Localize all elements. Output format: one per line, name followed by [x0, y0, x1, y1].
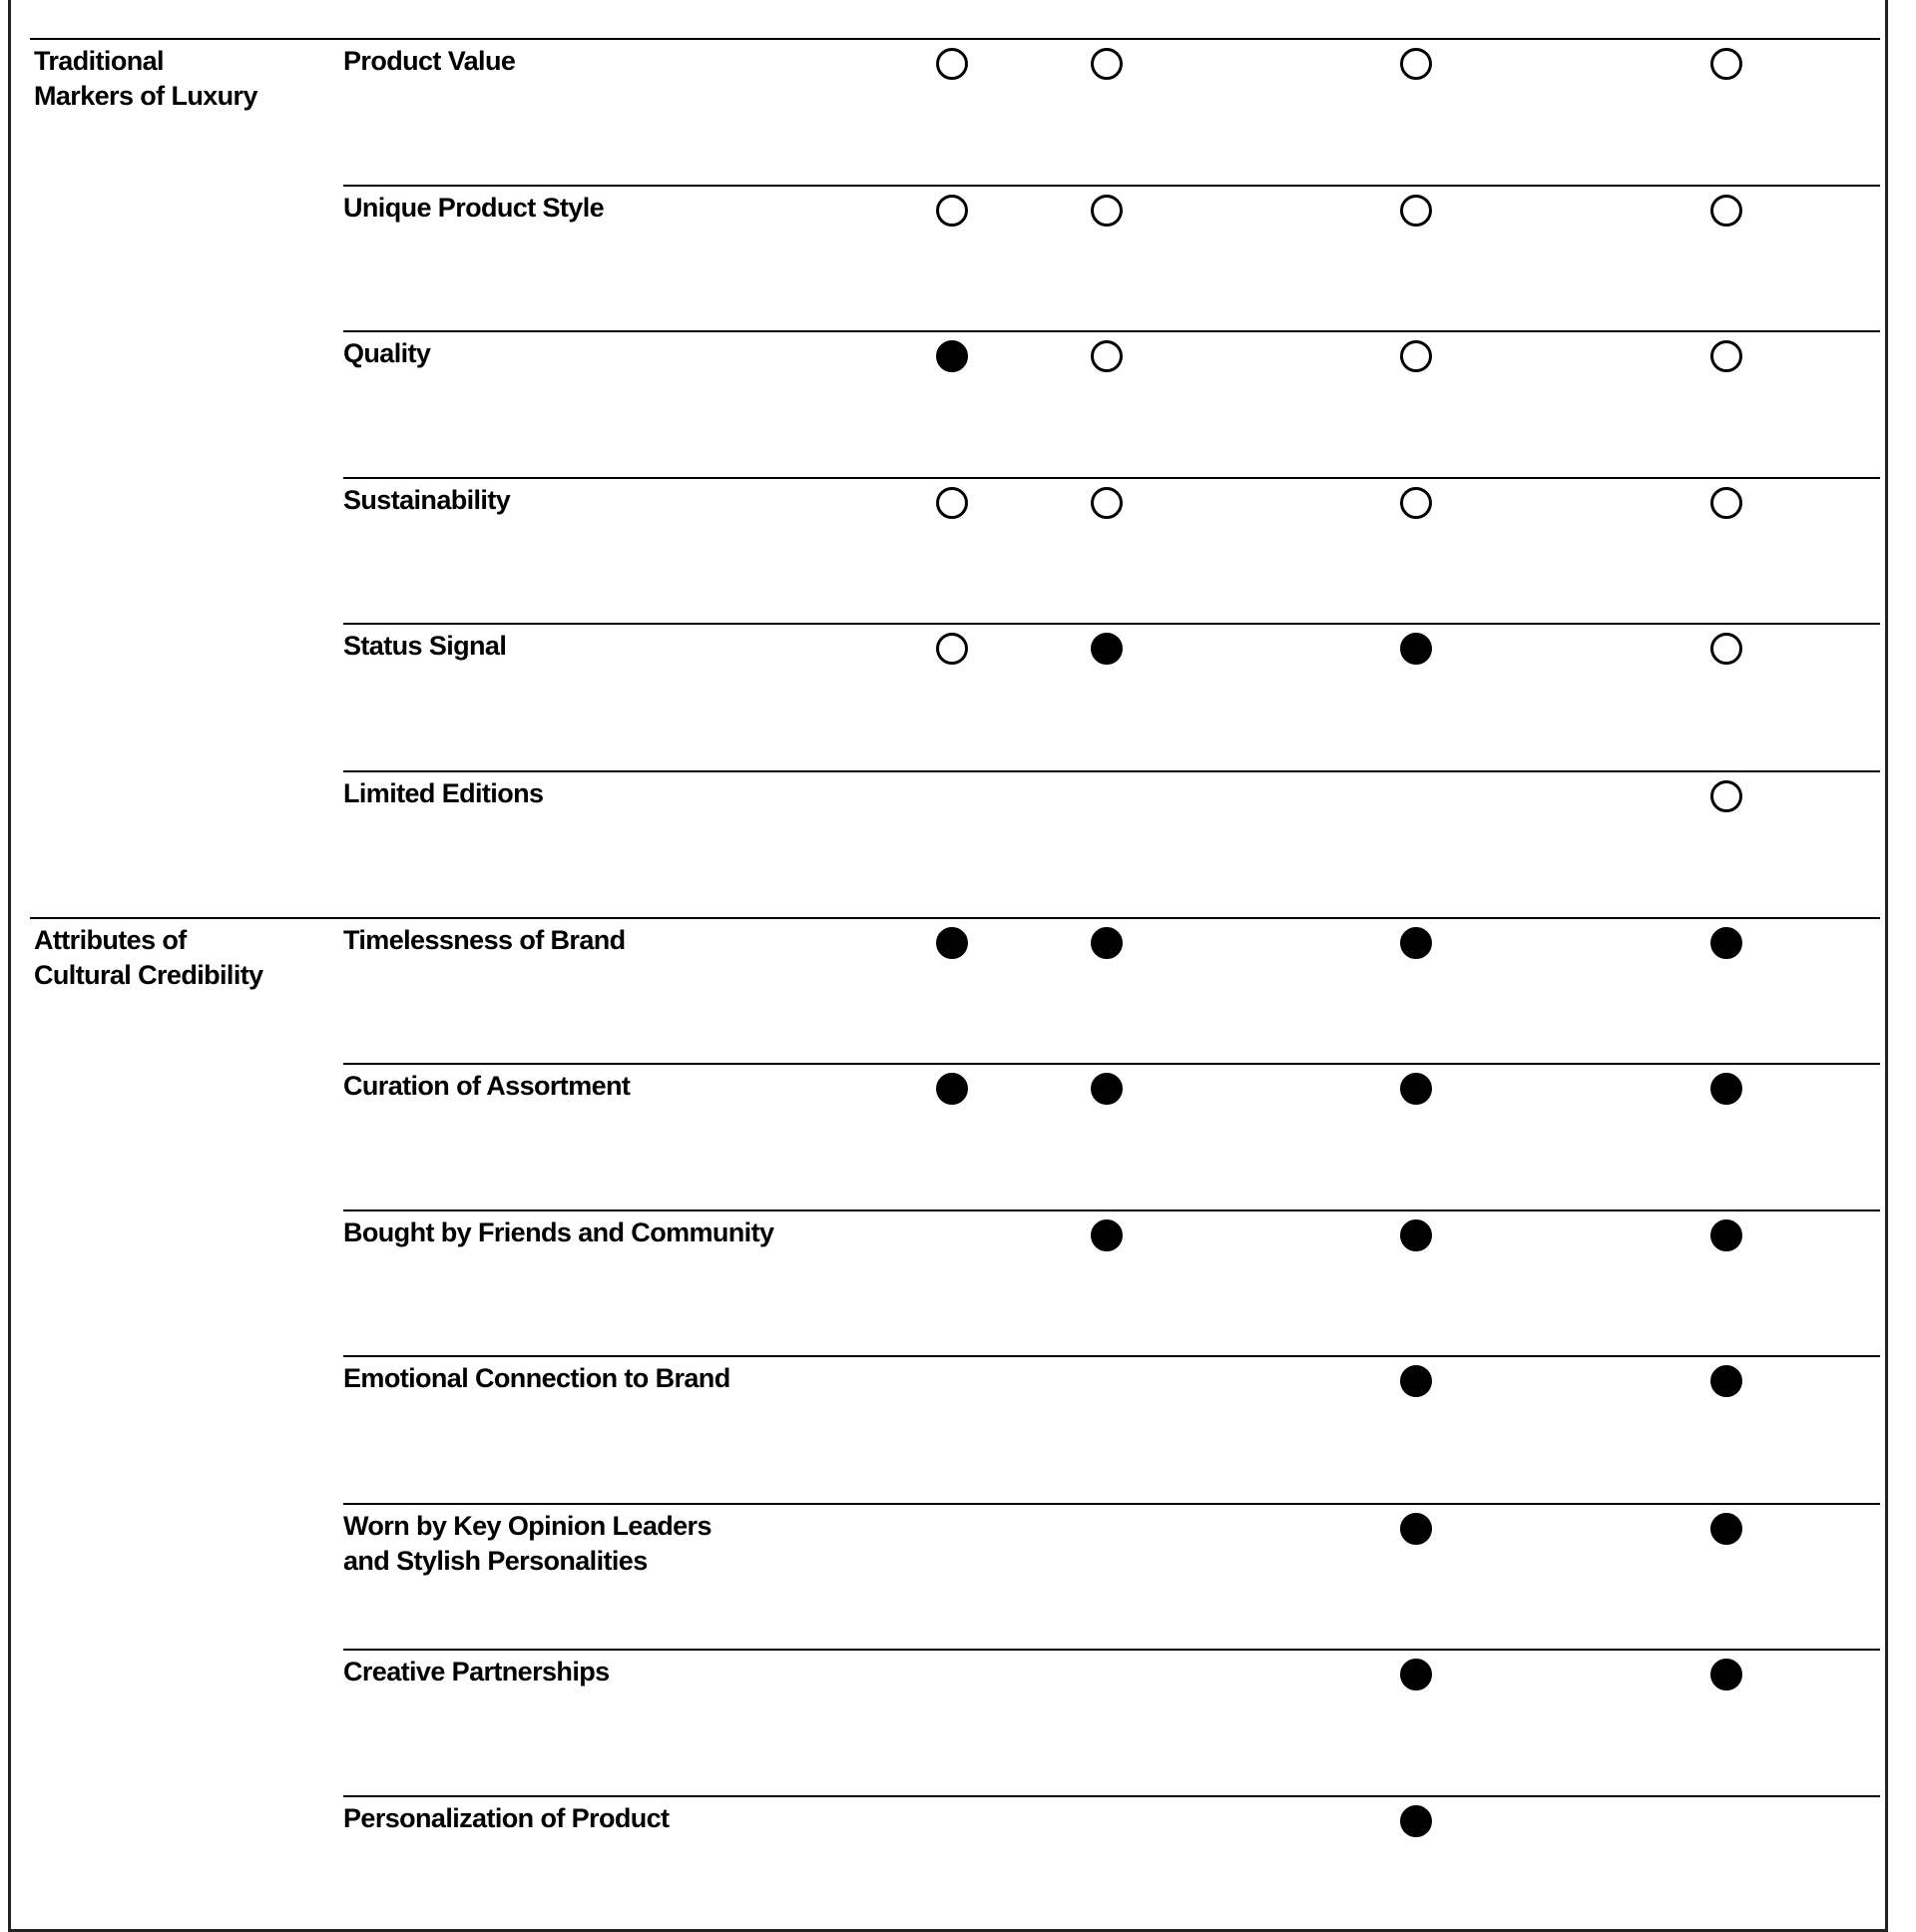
filled-circle-marker	[1710, 1365, 1742, 1397]
filled-circle-marker	[1710, 1513, 1742, 1545]
filled-circle-marker	[1400, 1365, 1432, 1397]
filled-circle-marker	[936, 1073, 968, 1105]
row-divider-rule	[343, 770, 1880, 772]
row-label: Worn by Key Opinion Leaders and Stylish Personalities	[343, 1511, 712, 1576]
filled-circle-marker	[1400, 927, 1432, 959]
row-label: Personalization of Product	[343, 1803, 670, 1833]
open-circle-marker	[1091, 48, 1123, 80]
filled-circle-marker	[1091, 633, 1123, 665]
open-circle-marker	[1091, 340, 1123, 372]
filled-circle-marker	[1091, 927, 1123, 959]
row-label: Bought by Friends and Community	[343, 1217, 774, 1247]
filled-circle-marker	[936, 927, 968, 959]
row-label: Emotional Connection to Brand	[343, 1363, 730, 1393]
open-circle-marker	[1710, 195, 1742, 227]
open-circle-marker	[1091, 195, 1123, 227]
filled-circle-marker	[936, 340, 968, 372]
open-circle-marker	[1710, 487, 1742, 519]
row-divider-rule	[343, 330, 1880, 332]
group-divider-rule	[30, 38, 1880, 40]
open-circle-marker	[936, 633, 968, 665]
open-circle-marker	[1400, 487, 1432, 519]
row-label: Status Signal	[343, 631, 507, 661]
open-circle-marker	[1400, 340, 1432, 372]
filled-circle-marker	[1400, 1073, 1432, 1105]
row-label: Unique Product Style	[343, 193, 605, 223]
row-divider-rule	[343, 1795, 1880, 1797]
row-label: Creative Partnerships	[343, 1657, 610, 1687]
row-divider-rule	[343, 1355, 1880, 1357]
open-circle-marker	[1400, 195, 1432, 227]
row-divider-rule	[343, 623, 1880, 625]
row-divider-rule	[343, 1649, 1880, 1651]
row-label: Product Value	[343, 46, 516, 76]
row-divider-rule	[343, 185, 1880, 187]
group-label: Attributes of Cultural Credibility	[34, 925, 263, 990]
row-divider-rule	[343, 1503, 1880, 1505]
filled-circle-marker	[1710, 1219, 1742, 1251]
group-label: Traditional Markers of Luxury	[34, 46, 257, 111]
row-label: Curation of Assortment	[343, 1071, 631, 1101]
group-divider-rule	[30, 917, 1880, 919]
open-circle-marker	[1710, 780, 1742, 812]
open-circle-marker	[1400, 48, 1432, 80]
open-circle-marker	[1710, 48, 1742, 80]
filled-circle-marker	[1091, 1219, 1123, 1251]
filled-circle-marker	[1400, 1659, 1432, 1690]
open-circle-marker	[936, 487, 968, 519]
row-label: Quality	[343, 338, 431, 368]
filled-circle-marker	[1710, 927, 1742, 959]
open-circle-marker	[936, 195, 968, 227]
open-circle-marker	[936, 48, 968, 80]
row-divider-rule	[343, 1063, 1880, 1065]
filled-circle-marker	[1400, 1805, 1432, 1837]
open-circle-marker	[1710, 633, 1742, 665]
open-circle-marker	[1091, 487, 1123, 519]
row-divider-rule	[343, 477, 1880, 479]
filled-circle-marker	[1091, 1073, 1123, 1105]
filled-circle-marker	[1400, 633, 1432, 665]
filled-circle-marker	[1400, 1513, 1432, 1545]
row-label: Sustainability	[343, 485, 511, 515]
open-circle-marker	[1710, 340, 1742, 372]
row-label: Timelessness of Brand	[343, 925, 626, 955]
filled-circle-marker	[1710, 1659, 1742, 1690]
row-divider-rule	[343, 1209, 1880, 1211]
filled-circle-marker	[1400, 1219, 1432, 1251]
filled-circle-marker	[1710, 1073, 1742, 1105]
row-label: Limited Editions	[343, 778, 544, 808]
